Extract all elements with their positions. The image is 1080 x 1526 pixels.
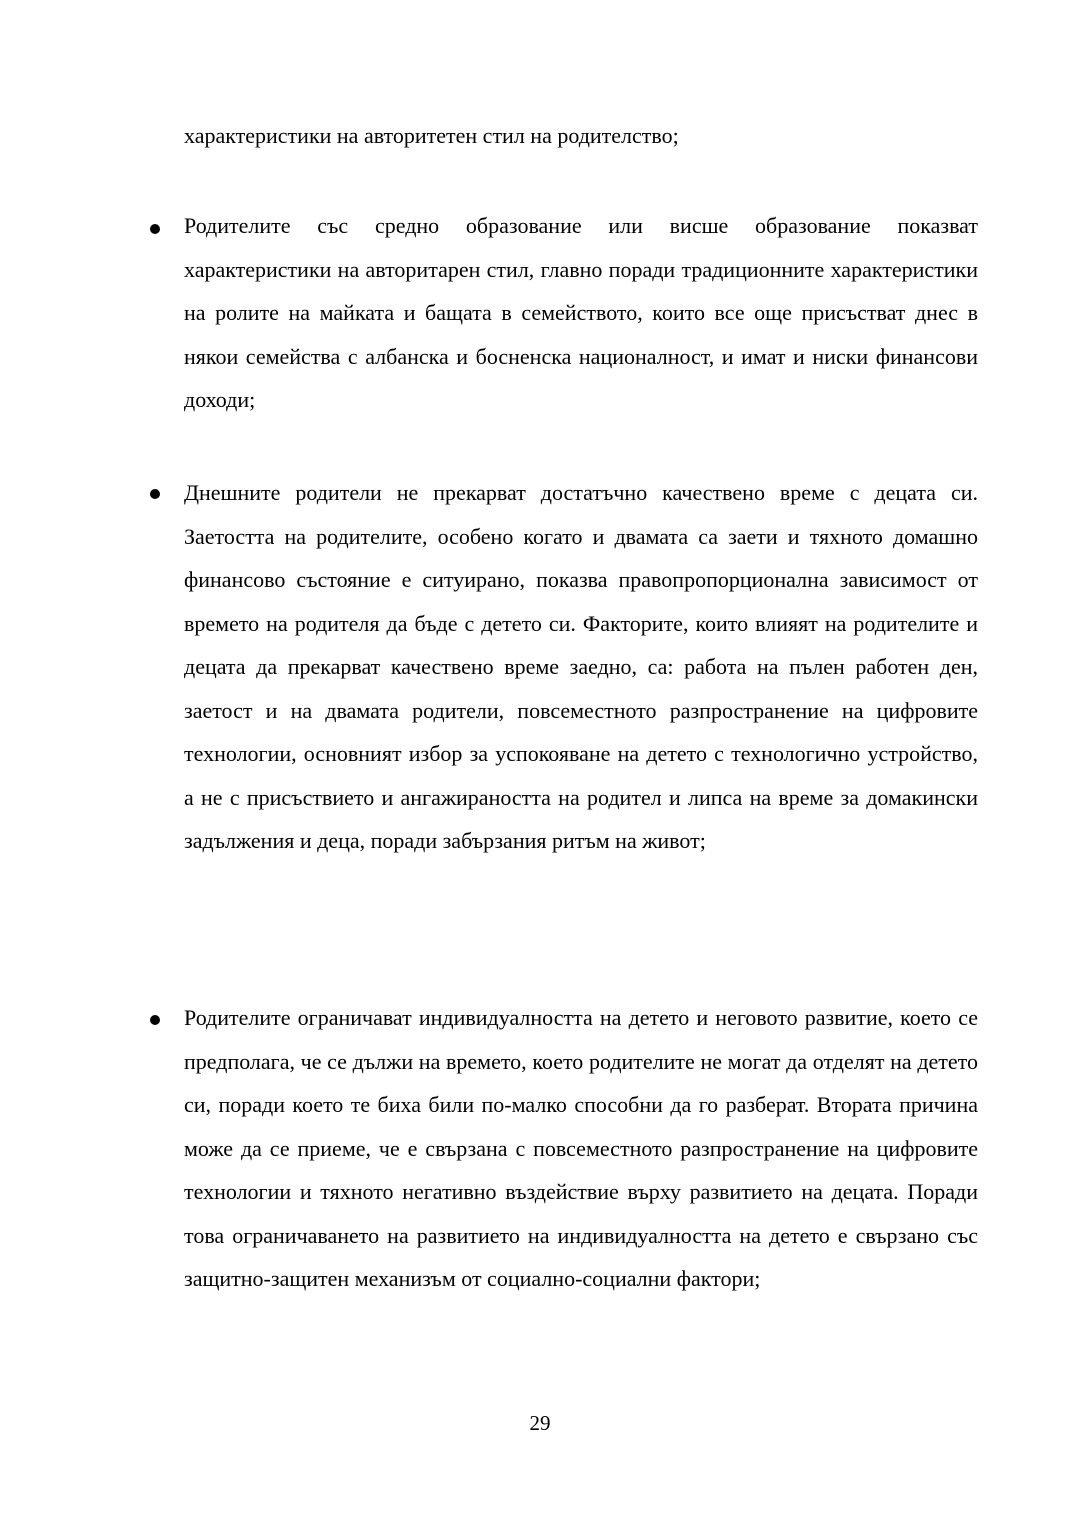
bullet-dot-icon [150,224,160,234]
page-number: 29 [529,1411,551,1435]
bullet-text-2: Днешните родители не прекарват достатъчно качествено време с децата си. Заетостта на родителите, особено когато и двамата са заети и тяхното домашно финансово състояние е ситуирано, показва правопропорционална зависимост от времето на родителя да бъде с детето си. Факторите, които влияят на родителите и децата да прекарват качествено време заедно, са: работа на пълен работен ден, заетост и на двамата родители, повсеместното разпространение на цифровите технологии, основният избор за успокояване на детето с технологично устройство, а не с присъствието и ангажираността на родител и липса на време за домакински задължения и деца, поради забързания ритъм на живот; [184,480,978,853]
bullet-text-3: Родителите ограничават индивидуалността на детето и неговото развитие, което се предполага, че се дължи на времето, което родителите не могат да отделят на детето си, поради което те биха били по-малко способни да го разберат. Втората причина може да се приеме, че е свързана с повсеместното разпространение на цифровите технологии и тяхното негативно въздействие върху развитието на децата. Поради това ограничаването на развитието на индивидуалността на детето е свързано със защитно-защитен механизъм от социално-социални фактори; [184,1005,978,1291]
bullet-text-1: Родителите със средно образование или висше образование показват характеристики на авторитарен стил, главно поради традиционните характеристики на ролите на майката и бащата в семейството, които все още присъстват днес в някои семейства с албанска и босненска националност, и имат и ниски финансови доходи; [184,213,978,412]
continuation-paragraph: характеристики на авторитетен стил на родителство; [184,123,679,148]
bullet-dot-icon [150,489,160,499]
bullet-dot-icon [150,1015,160,1025]
